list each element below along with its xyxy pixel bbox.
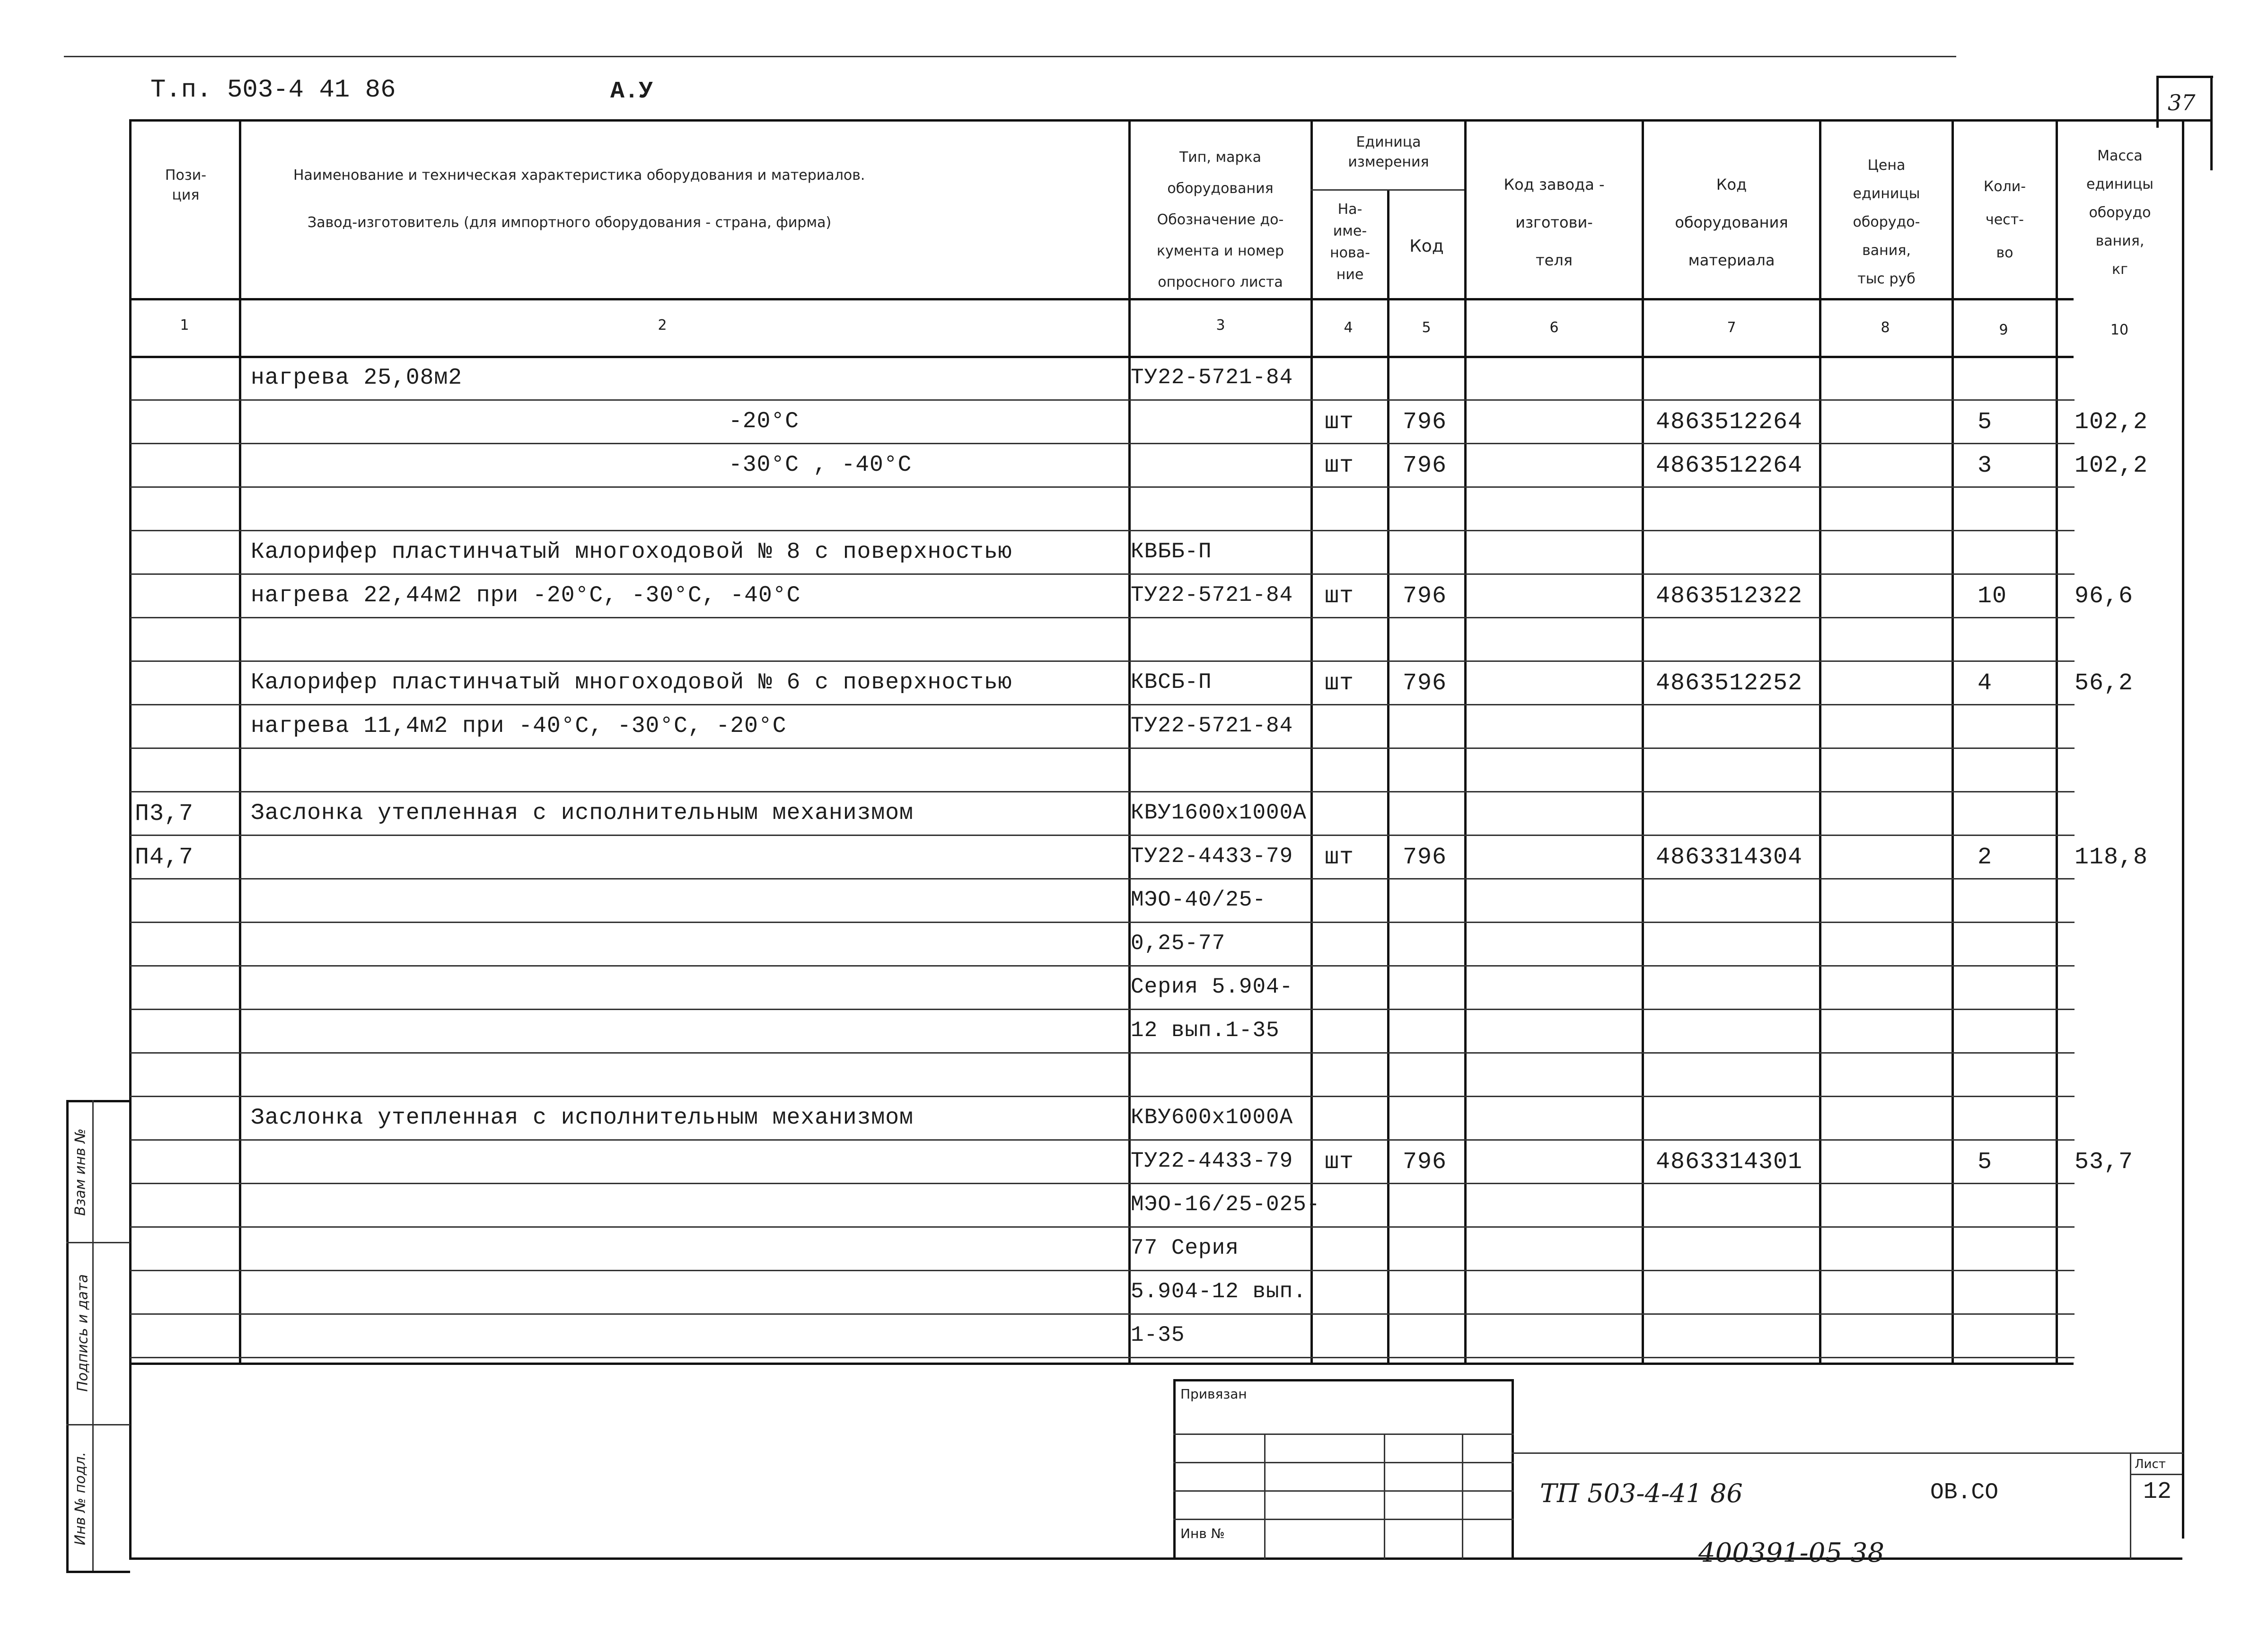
- type-cell: Серия 5.904-: [1131, 975, 1293, 999]
- privyazan-top: [1173, 1379, 1514, 1381]
- sidebar-bottom-line: [66, 1571, 130, 1573]
- colnum-6: 6: [1549, 319, 1559, 336]
- row-divider: [130, 1357, 2075, 1358]
- mass-cell: 56,2: [2075, 670, 2134, 697]
- equipment-code-cell: 4863512252: [1656, 670, 1803, 697]
- colnum-5: 5: [1422, 319, 1431, 336]
- type-cell: 12 вып.1-35: [1131, 1018, 1280, 1043]
- sidebar-div-2: [66, 1424, 130, 1425]
- col-line-8: [1952, 119, 1954, 1363]
- col-line-9: [2056, 119, 2058, 1363]
- quantity-cell: 4: [1978, 670, 1993, 697]
- header-name: Наименование и техническая характеристика оборудования и материалов.: [293, 167, 865, 184]
- quantity-cell: 2: [1978, 844, 1993, 871]
- equipment-code-cell: 4863314301: [1656, 1149, 1803, 1176]
- type-cell: МЭО-40/25-: [1131, 888, 1266, 912]
- sidebar-replacement-inv: Взам инв №: [72, 1128, 89, 1216]
- privyazan-col-1: [1264, 1434, 1266, 1559]
- row-divider: [130, 617, 2075, 618]
- equipment-code-cell: 4863512322: [1656, 583, 1803, 610]
- unit-code-cell: 796: [1403, 452, 1447, 479]
- page-number: 37: [2168, 90, 2196, 115]
- unit-cell: шт: [1325, 583, 1354, 610]
- unit-code-cell: 796: [1403, 844, 1447, 871]
- unit-cell: шт: [1325, 670, 1354, 697]
- sidebar-original-inv: Инв № подл.: [72, 1451, 89, 1546]
- colnum-9: 9: [1999, 322, 2008, 338]
- col-line-10: [2182, 119, 2184, 1539]
- col-line-4: [1387, 189, 1389, 1363]
- row-divider: [130, 922, 2075, 923]
- equipment-code-cell: 4863314304: [1656, 844, 1803, 871]
- row-divider: [130, 1270, 2075, 1271]
- row-divider: [130, 748, 2075, 749]
- row-divider: [130, 573, 2075, 575]
- row-divider: [130, 443, 2075, 444]
- colnum-3: 3: [1216, 317, 1225, 334]
- name-cell: -20°С: [729, 409, 800, 434]
- header-position: Пози- ция: [165, 167, 207, 203]
- row-divider: [130, 791, 2075, 792]
- quantity-cell: 3: [1978, 452, 1993, 479]
- privyazan-label: Привязан: [1180, 1386, 1247, 1402]
- unit-group-divider: [1310, 189, 1464, 191]
- type-cell: МЭО-16/25-025-: [1131, 1192, 1320, 1217]
- table-bottom-border: [129, 1363, 2074, 1365]
- row-divider: [130, 399, 2075, 401]
- unit-cell: шт: [1325, 409, 1354, 436]
- header-unit-mass: Масса единицы оборудо вания, кг: [2086, 148, 2154, 278]
- unit-code-cell: 796: [1403, 583, 1447, 610]
- colnum-10: 10: [2110, 322, 2129, 338]
- row-divider: [130, 1183, 2075, 1184]
- sidebar-inner-line: [92, 1100, 94, 1573]
- type-cell: 0,25-77: [1131, 931, 1226, 956]
- row-divider: [130, 965, 2075, 967]
- col-line-1: [239, 119, 241, 1363]
- inv-no-label: Инв №: [1180, 1526, 1225, 1541]
- position-cell: П3,7: [135, 800, 194, 827]
- row-divider: [130, 660, 2075, 662]
- quantity-cell: 10: [1978, 583, 2007, 610]
- row-divider: [130, 704, 2075, 705]
- row-divider: [130, 878, 2075, 879]
- quantity-cell: 5: [1978, 1149, 1993, 1176]
- mass-cell: 118,8: [2075, 844, 2148, 871]
- col-line-3: [1310, 119, 1313, 1363]
- mass-cell: 102,2: [2075, 409, 2148, 436]
- privyazan-col-3: [1462, 1434, 1463, 1559]
- list-box-left: [2130, 1452, 2131, 1559]
- name-cell: Калорифер пластинчатый многоходовой № 6 с поверхностью: [251, 670, 1012, 695]
- designation: ТП 503-4-41 86: [1540, 1478, 1743, 1508]
- section-code: А.У: [610, 78, 653, 105]
- doc-reference: Т.п. 503-4 41 86: [150, 76, 396, 105]
- unit-code-cell: 796: [1403, 670, 1447, 697]
- header-factory-code: Код завода - изготови- теля: [1503, 176, 1605, 269]
- col-line-5: [1464, 119, 1467, 1363]
- list-label: Лист: [2135, 1457, 2166, 1471]
- row-divider: [130, 486, 2075, 488]
- type-cell: ТУ22-5721-84: [1131, 365, 1293, 390]
- mass-cell: 53,7: [2075, 1149, 2134, 1176]
- row-divider: [130, 1096, 2075, 1097]
- colnum-4: 4: [1344, 319, 1353, 336]
- sidebar-top-line: [66, 1100, 130, 1102]
- unit-cell: шт: [1325, 452, 1354, 479]
- header-manufacturer: Завод-изготовитель (для импортного оборудования - страна, фирма): [308, 214, 832, 231]
- page-box-right: [2210, 76, 2213, 170]
- privyazan-left: [1173, 1379, 1176, 1559]
- mass-cell: 96,6: [2075, 583, 2134, 610]
- type-cell: ТУ22-5721-84: [1131, 713, 1293, 738]
- row-divider: [130, 1052, 2075, 1054]
- colnum-7: 7: [1727, 319, 1736, 336]
- unit-code-cell: 796: [1403, 1149, 1447, 1176]
- scan-line-top: [64, 56, 1956, 57]
- name-cell: Заслонка утепленная с исполнительным механизмом: [251, 800, 914, 826]
- mass-cell: 102,2: [2075, 452, 2148, 479]
- list-number: 12: [2143, 1478, 2172, 1505]
- colnum-2: 2: [658, 317, 667, 334]
- type-cell: 5.904-12 вып.: [1131, 1279, 1307, 1304]
- unit-cell: шт: [1325, 1149, 1354, 1176]
- type-cell: КВУ600х1000А: [1131, 1105, 1293, 1130]
- col-line-0: [129, 119, 132, 1557]
- header-type: Тип, марка оборудования Обозначение до- кумента и номер опросного листа: [1156, 149, 1284, 290]
- name-cell: -30°С , -40°С: [729, 452, 912, 478]
- type-cell: 77 Серия: [1131, 1236, 1239, 1260]
- col-line-7: [1819, 119, 1821, 1363]
- position-cell: П4,7: [135, 844, 194, 871]
- row-divider: [130, 530, 2075, 531]
- type-cell: КВСБ-П: [1131, 670, 1212, 695]
- privyazan-right: [1512, 1379, 1514, 1559]
- type-cell: КВББ-П: [1131, 539, 1212, 564]
- name-cell: нагрева 22,44м2 при -20°С, -30°С, -40°С: [251, 583, 801, 608]
- name-cell: нагрева 25,08м2: [251, 365, 463, 391]
- drawing-mark: ОВ.СО: [1930, 1480, 1999, 1505]
- header-equipment-code: Код оборудования материала: [1675, 176, 1788, 269]
- equipment-code-cell: 4863512264: [1656, 409, 1803, 436]
- header-unit-name: На- име- нова- ние: [1330, 201, 1370, 283]
- type-cell: КВУ1600х1000А: [1131, 800, 1307, 825]
- row-divider: [130, 1226, 2075, 1228]
- header-quantity: Коли- чест- во: [1983, 178, 2026, 261]
- type-cell: 1-35: [1131, 1323, 1185, 1347]
- colnum-bottom-border: [129, 356, 2074, 358]
- footer-archive-note: 400391-05 38: [1698, 1538, 1885, 1568]
- type-cell: ТУ22-4433-79: [1131, 844, 1293, 869]
- unit-cell: шт: [1325, 844, 1354, 871]
- col-line-6: [1642, 119, 1644, 1363]
- row-divider: [130, 835, 2075, 836]
- header-unit-price: Цена единицы оборудо- вания, тыс руб: [1853, 157, 1920, 287]
- name-cell: Калорифер пластинчатый многоходовой № 8 с поверхностью: [251, 539, 1012, 565]
- quantity-cell: 5: [1978, 409, 1993, 436]
- type-cell: ТУ22-4433-79: [1131, 1149, 1293, 1173]
- table-top-border: [129, 119, 2211, 122]
- page-box-top: [2156, 76, 2213, 78]
- type-cell: ТУ22-5721-84: [1131, 583, 1293, 607]
- sidebar-div-1: [66, 1242, 130, 1243]
- list-box-divider: [2130, 1474, 2182, 1475]
- header-unit-code: Код: [1409, 237, 1444, 256]
- header-bottom-border: [129, 298, 2074, 300]
- unit-code-cell: 796: [1403, 409, 1447, 436]
- equipment-code-cell: 4863512264: [1656, 452, 1803, 479]
- header-unit-group: Единица измерения: [1348, 134, 1429, 170]
- sidebar-outer-line: [66, 1100, 69, 1573]
- col-line-2: [1128, 119, 1131, 1363]
- name-cell: Заслонка утепленная с исполнительным механизмом: [251, 1105, 914, 1131]
- designation-top: [1512, 1452, 2183, 1454]
- row-divider: [130, 1139, 2075, 1141]
- row-divider: [130, 1313, 2075, 1315]
- colnum-8: 8: [1881, 319, 1890, 336]
- name-cell: нагрева 11,4м2 при -40°С, -30°С, -20°С: [251, 713, 787, 739]
- colnum-1: 1: [180, 317, 189, 334]
- row-divider: [130, 1009, 2075, 1010]
- privyazan-col-2: [1384, 1434, 1385, 1559]
- sidebar-signature-date: Подпись и дата: [74, 1274, 91, 1392]
